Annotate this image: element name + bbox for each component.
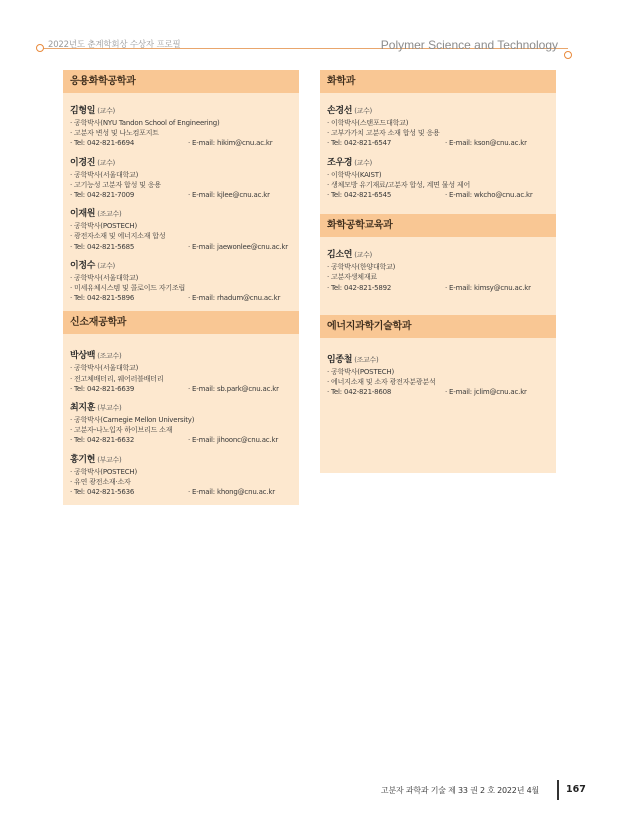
professor-name: 이정수: [70, 260, 96, 271]
professor-tel: · Tel: 042-821-8608: [327, 388, 392, 397]
header-left-dot-icon: [36, 44, 44, 52]
professor-contact: [70, 487, 292, 497]
header-section-title: 2022년도 춘계학회상 수상자 프로필: [48, 40, 181, 50]
professor-name: 이재원: [70, 209, 96, 220]
footer-journal-info: 고분자 과학과 기술 제 33 권 2 호 2022년 4월: [380, 786, 539, 795]
professor-degree: · 공학박사(NYU Tandon School of Engineering): [70, 119, 220, 127]
department-title: 신소재공학과: [63, 311, 299, 334]
department-body: [63, 334, 299, 505]
professor-degree: · 공학박사(서울대학교): [70, 170, 139, 179]
professor-rank: (교수): [97, 261, 115, 270]
professor-degree: · 공학박사(한양대학교): [327, 263, 396, 272]
professor-degree: · 공학박사(POSTECH): [70, 467, 137, 476]
professor-rank: (조교수): [97, 210, 122, 219]
professor-email[interactable]: · E-mail: jihoonc@cnu.ac.kr: [188, 436, 278, 445]
professor-contact: [70, 384, 292, 394]
professor-rank: (조교수): [354, 355, 379, 364]
professor-rank: (조교수): [97, 352, 122, 361]
professor-research: · 고분자-나노입자 하이브리드 소재: [70, 426, 173, 435]
professor-contact: [70, 190, 292, 200]
professor-entry: [327, 155, 549, 201]
department-body: [63, 93, 299, 311]
professor-name: 조우경: [327, 157, 353, 168]
department-title: 화학과: [320, 70, 556, 93]
professor-contact: [327, 138, 549, 148]
professor-entry: [70, 348, 292, 394]
professor-email[interactable]: · E-mail: wkcho@cnu.ac.kr: [445, 191, 533, 200]
professor-rank: (부교수): [97, 455, 122, 464]
professor-degree: · 공학박사(서울대학교): [70, 364, 139, 373]
professor-tel: · Tel: 042-821-6694: [70, 139, 135, 148]
professor-name: 김형일: [70, 106, 96, 116]
footer-divider: [557, 780, 559, 800]
professor-name: 최지훈: [70, 403, 96, 414]
header-journal-title: Polymer Science and Technology: [380, 38, 558, 52]
professor-tel: · Tel: 042-821-5896: [70, 294, 135, 303]
professor-research: · 에너지소재 및 소자 광전자분광분석: [327, 378, 436, 387]
professor-tel: · Tel: 042-821-5636: [70, 488, 135, 497]
professor-rank: (교수): [354, 251, 372, 260]
professor-entry: [327, 103, 549, 149]
department-block: [320, 315, 556, 474]
professor-research: · 생체모방 유기재료/고분자 합성, 계면 물성 제어: [327, 180, 471, 189]
department-body: [320, 237, 556, 315]
right-column: [320, 70, 556, 473]
left-column: [63, 70, 299, 505]
department-block: [63, 70, 299, 311]
professor-name: 김소연: [327, 250, 353, 261]
professor-research: · 전고체배터리, 웨어러블배터리: [70, 374, 164, 383]
professor-entry: [327, 352, 549, 398]
professor-entry: [70, 400, 292, 446]
department-title: 응용화학공학과: [63, 70, 299, 93]
professor-rank: (교수): [97, 158, 115, 167]
professor-entry: [70, 206, 292, 252]
professor-email[interactable]: · E-mail: rhadum@cnu.ac.kr: [188, 294, 281, 303]
professor-name: 이경진: [70, 157, 96, 168]
professor-name: 손경선: [327, 106, 353, 116]
professor-tel: · Tel: 042-821-6632: [70, 436, 135, 445]
professor-research: · 고분자 변성 및 나노컴포지트: [70, 129, 159, 138]
professor-tel: · Tel: 042-821-6639: [70, 384, 135, 393]
department-title: 에너지과학기술학과: [320, 315, 556, 338]
professor-entry: [70, 258, 292, 304]
professor-entry: [70, 452, 292, 498]
professor-name: 홍기현: [70, 454, 96, 465]
professor-entry: [70, 103, 292, 149]
professor-email[interactable]: · E-mail: kjlee@cnu.ac.kr: [188, 191, 270, 200]
professor-research: · 미세유체시스템 및 콜로이드 자기조립: [70, 284, 186, 293]
professor-contact: [327, 283, 549, 293]
professor-email[interactable]: · E-mail: jclim@cnu.ac.kr: [445, 388, 527, 397]
professor-contact: [70, 293, 292, 303]
professor-tel: · Tel: 042-821-6547: [327, 139, 392, 148]
professor-degree: · 공학박사(서울대학교): [70, 273, 139, 282]
professor-degree: · 공학박사(Carnegie Mellon University): [70, 416, 195, 425]
department-body: [320, 93, 556, 214]
professor-research: · 유연 광전소재·소자: [70, 477, 131, 486]
professor-email[interactable]: · E-mail: sb.park@cnu.ac.kr: [188, 384, 279, 393]
professor-research: · 고부가가치 고분자 소재 합성 및 응용: [327, 129, 440, 138]
department-title: 화학공학교육과: [320, 214, 556, 237]
department-block: [320, 70, 556, 214]
professor-rank: (교수): [354, 158, 372, 167]
professor-email[interactable]: · E-mail: jaewonlee@cnu.ac.kr: [188, 242, 288, 251]
page-number: 167: [566, 784, 586, 795]
professor-degree: · 이학박사(스탠포드대학교): [327, 119, 409, 127]
professor-rank: (부교수): [97, 404, 122, 413]
header-right-dot-icon: [564, 51, 572, 59]
professor-degree: · 공학박사(POSTECH): [70, 222, 137, 231]
professor-contact: [70, 435, 292, 445]
professor-entry: [327, 247, 549, 293]
professor-email[interactable]: · E-mail: kimsy@cnu.ac.kr: [445, 283, 531, 292]
professor-tel: · Tel: 042-821-6545: [327, 191, 392, 200]
professor-rank: (교수): [97, 107, 115, 115]
professor-research: · 고분자생체재료: [327, 273, 377, 282]
professor-degree: · 이학박사(KAIST): [327, 170, 382, 179]
professor-email[interactable]: · E-mail: kson@cnu.ac.kr: [445, 139, 527, 148]
professor-tel: · Tel: 042-821-5892: [327, 283, 392, 292]
department-block: [320, 214, 556, 315]
department-block: [63, 311, 299, 505]
department-body: [320, 338, 556, 474]
professor-contact: [70, 138, 292, 148]
professor-name: 임종철: [327, 354, 353, 365]
professor-contact: [327, 387, 549, 397]
professor-research: · 고기능성 고분자 합성 및 응용: [70, 180, 161, 189]
professor-tel: · Tel: 042-821-7009: [70, 191, 135, 200]
professor-degree: · 공학박사(POSTECH): [327, 367, 394, 376]
professor-entry: [70, 155, 292, 201]
professor-name: 박상백: [70, 351, 96, 362]
professor-rank: (교수): [354, 107, 372, 115]
professor-research: · 광전자소재 및 에너지소재 합성: [70, 232, 166, 241]
professor-contact: [327, 190, 549, 200]
professor-email[interactable]: · E-mail: hikim@cnu.ac.kr: [188, 139, 273, 148]
professor-tel: · Tel: 042-821-5685: [70, 242, 135, 251]
professor-email[interactable]: · E-mail: khong@cnu.ac.kr: [188, 488, 275, 497]
professor-contact: [70, 242, 292, 252]
